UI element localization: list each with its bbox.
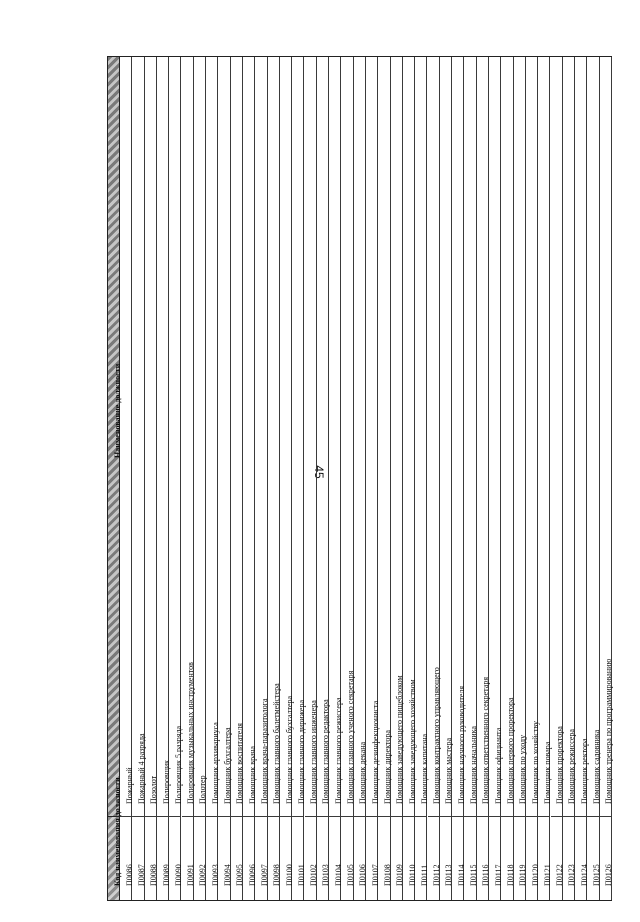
position-code-cell (366, 816, 380, 900)
position-name: Помощник капитана (419, 733, 429, 804)
position-code: П0086 (124, 864, 134, 886)
position-name-cell (551, 57, 565, 816)
position-code-cell (280, 816, 294, 900)
position-code: П0104 (333, 864, 343, 886)
position-code: П0096 (247, 864, 257, 886)
table-row (563, 57, 575, 900)
position-code: П0095 (235, 864, 245, 886)
position-code-cell (231, 816, 245, 900)
position-code-cell (120, 816, 134, 900)
position-code: П0105 (346, 864, 356, 886)
table-row (366, 57, 378, 900)
position-name: Полировщик музыкальных инструментов (186, 662, 196, 804)
table-row (354, 57, 366, 900)
table-row (157, 57, 169, 900)
position-name: Помощник главного ученого секретаря (346, 670, 356, 804)
header-code-cell (108, 777, 122, 900)
position-name: Помощник садовника (592, 729, 602, 804)
position-code-cell (526, 816, 540, 900)
table-row (415, 57, 427, 900)
table-row (575, 57, 587, 900)
position-name-cell (317, 57, 331, 816)
table-row (255, 57, 267, 900)
position-code: П0087 (136, 864, 146, 886)
position-name-cell (169, 57, 183, 816)
position-code-cell (243, 816, 257, 900)
position-name: Помощник заведующего пищеблоком (395, 675, 405, 804)
table-row (329, 57, 341, 900)
position-name: Помощник главного бухгалтера (284, 695, 294, 804)
position-name-cell (489, 57, 503, 816)
position-code: П0126 (604, 864, 614, 886)
table-row (218, 57, 233, 900)
position-name: Помощник главного балетмейстера (272, 683, 282, 804)
table-row (206, 57, 218, 900)
table-row (551, 57, 563, 900)
position-code-cell (292, 816, 306, 900)
position-code-cell (194, 816, 208, 900)
position-code-cell (563, 816, 577, 900)
position-code-cell (452, 816, 466, 900)
position-code: П0109 (395, 864, 405, 886)
table-row (464, 57, 479, 900)
position-name-cell (280, 57, 294, 816)
position-code-cell (501, 816, 515, 900)
position-name: Помощник главного дирижера (296, 699, 306, 804)
position-name: Помощник проректора (555, 726, 565, 804)
position-name-cell (391, 57, 405, 816)
position-code: П0117 (493, 864, 503, 886)
table-row (243, 57, 255, 900)
position-code: П0097 (259, 864, 269, 886)
position-name: Пожарный 4 разряда (136, 733, 146, 804)
position-name-cell (132, 57, 146, 816)
position-name: Помощник ректора (579, 738, 589, 804)
table-row (440, 57, 452, 900)
position-code-cell (354, 816, 368, 900)
position-code-cell (464, 816, 479, 900)
positions-table (107, 56, 612, 901)
table-row (391, 57, 403, 900)
position-code: П0089 (161, 864, 171, 886)
position-name: Помощник дезинфекциониста (370, 700, 380, 804)
header-name-cell (108, 57, 122, 816)
table-row (403, 57, 415, 900)
position-code-cell (415, 816, 429, 900)
table-row (268, 57, 280, 900)
position-code-cell (169, 816, 183, 900)
position-code: П0124 (579, 864, 589, 886)
table-header-row (108, 57, 120, 900)
table-row (526, 57, 538, 900)
position-code-cell (317, 816, 331, 900)
position-name: Помощник директора (382, 730, 392, 804)
position-code-cell (477, 816, 491, 900)
position-code-cell (305, 816, 319, 900)
position-code: П0103 (321, 864, 331, 886)
position-code: П0090 (173, 864, 183, 886)
position-name: Помощник начальника (469, 726, 479, 804)
position-name: Помощник первого проректора (505, 697, 515, 804)
position-code: П0101 (296, 864, 306, 886)
position-name-cell (440, 57, 454, 816)
position-code-cell (206, 816, 220, 900)
position-name: Помощник контрактного управляющего (432, 667, 442, 804)
position-name: Помощник врача-паразитолога (259, 698, 269, 804)
position-code: П0092 (198, 864, 208, 886)
position-code: П0119 (518, 864, 528, 886)
position-name-cell (120, 57, 134, 816)
table-row (378, 57, 390, 900)
position-name-cell (501, 57, 515, 816)
position-code-cell (218, 816, 233, 900)
position-name-cell (231, 57, 245, 816)
table-row (317, 57, 329, 900)
position-code: П0091 (186, 864, 196, 886)
table-row (341, 57, 356, 900)
position-code-cell (268, 816, 282, 900)
table-row (587, 57, 602, 900)
position-name-cell (575, 57, 589, 816)
position-name-cell (194, 57, 208, 816)
position-name: Помощник научного руководителя (456, 685, 466, 804)
header-code-label: Код наименования должности (112, 777, 122, 886)
position-name: Помощник по хозяйству (530, 721, 540, 804)
position-code: П0118 (505, 864, 515, 886)
position-code-cell (489, 816, 503, 900)
table-row (428, 57, 440, 900)
table-row (120, 57, 132, 900)
position-name: Помощник декана (358, 741, 368, 804)
position-name-cell (182, 57, 196, 816)
position-name: Помощник официанта (493, 727, 503, 804)
position-code: П0114 (456, 864, 466, 886)
position-name: Помощник повара (542, 741, 552, 804)
position-name-cell (329, 57, 343, 816)
position-name-cell (563, 57, 577, 816)
position-name-cell (145, 57, 159, 816)
position-code: П0122 (555, 864, 565, 886)
position-name: Помощник ответственного секретаря (481, 677, 491, 804)
position-name-cell (292, 57, 306, 816)
position-code-cell (255, 816, 269, 900)
position-code: П0088 (149, 864, 159, 886)
position-name-cell (514, 57, 528, 816)
position-code-cell (551, 816, 565, 900)
position-code: П0115 (469, 864, 479, 886)
position-code-cell (428, 816, 442, 900)
position-code: П0102 (309, 864, 319, 886)
table-row (452, 57, 464, 900)
position-code-cell (157, 816, 171, 900)
position-name: Полировщик (161, 759, 171, 804)
table-row (280, 57, 292, 900)
position-code-cell (600, 816, 614, 900)
position-code-cell (145, 816, 159, 900)
position-name-cell (600, 57, 614, 816)
table-row (182, 57, 194, 900)
position-code-cell (182, 816, 196, 900)
position-name-cell (526, 57, 540, 816)
position-code: П0125 (592, 864, 602, 886)
table-row (501, 57, 513, 900)
position-name-cell (255, 57, 269, 816)
position-name: Помощник воспитателя (235, 723, 245, 804)
header-name-label: Наименование должности (112, 363, 122, 458)
table-row (514, 57, 526, 900)
position-code: П0093 (210, 864, 220, 886)
table-row (194, 57, 206, 900)
position-code-cell (538, 816, 552, 900)
position-name: Помощник тренера по программированию (604, 658, 614, 804)
position-code: П0113 (444, 864, 454, 886)
position-name-cell (415, 57, 429, 816)
position-name-cell (354, 57, 368, 816)
position-name: Помощник режиссера (567, 729, 577, 804)
position-code: П0107 (370, 864, 380, 886)
position-name: Помощник архивариуса (210, 722, 220, 804)
position-code: П0120 (530, 864, 540, 886)
position-code: П0094 (223, 864, 233, 886)
table-row (305, 57, 317, 900)
position-name-cell (268, 57, 282, 816)
position-name-cell (464, 57, 479, 816)
position-code: П0111 (419, 864, 429, 886)
position-code-cell (440, 816, 454, 900)
table-row (600, 57, 612, 900)
table-row (477, 57, 489, 900)
table-row (169, 57, 181, 900)
position-name: Помощник главного инженера (309, 700, 319, 804)
position-name-cell (403, 57, 417, 816)
position-code: П0110 (407, 864, 417, 886)
position-name-cell (428, 57, 442, 816)
table-row (145, 57, 157, 900)
position-name-cell (452, 57, 466, 816)
position-code-cell (329, 816, 343, 900)
position-code: П0121 (542, 864, 552, 886)
position-name-cell (538, 57, 552, 816)
position-code-cell (575, 816, 589, 900)
position-name: Помощник главного редактора (321, 699, 331, 804)
position-name: Пожарный (124, 767, 134, 804)
table-row (231, 57, 243, 900)
position-name-cell (587, 57, 602, 816)
position-name: Помощник врача (247, 746, 257, 804)
position-code: П0112 (432, 864, 442, 886)
position-name: Помощник главного режиссера (333, 697, 343, 804)
position-code: П0116 (481, 864, 491, 886)
position-code-cell (587, 816, 602, 900)
position-name-cell (366, 57, 380, 816)
position-name: Помощник мастера (444, 737, 454, 804)
position-code: П0098 (272, 864, 282, 886)
position-code-cell (391, 816, 405, 900)
table-row (132, 57, 144, 900)
position-name: Полотер (198, 775, 208, 804)
position-name: Позолот (149, 775, 159, 804)
table-row (489, 57, 501, 900)
position-code-cell (378, 816, 392, 900)
position-code-cell (514, 816, 528, 900)
position-name-cell (243, 57, 257, 816)
position-code-cell (403, 816, 417, 900)
position-name: Помощник бухгалтера (223, 727, 233, 804)
position-name-cell (378, 57, 392, 816)
position-code: П0106 (358, 864, 368, 886)
page-number: 45 (312, 465, 326, 479)
position-code-cell (132, 816, 146, 900)
position-name-cell (218, 57, 233, 816)
position-name: Полировщик 5 разряда (173, 725, 183, 804)
table-row (292, 57, 304, 900)
position-name: Помощник заведующего хозяйством (407, 679, 417, 804)
position-name-cell (157, 57, 171, 816)
position-code: П0100 (284, 864, 294, 886)
table-row (538, 57, 550, 900)
position-name-cell (341, 57, 356, 816)
position-code: П0108 (382, 864, 392, 886)
position-name: Помощник по уходу (518, 734, 528, 804)
position-code-cell (341, 816, 356, 900)
position-code: П0123 (567, 864, 577, 886)
position-name-cell (206, 57, 220, 816)
position-name-cell (477, 57, 491, 816)
